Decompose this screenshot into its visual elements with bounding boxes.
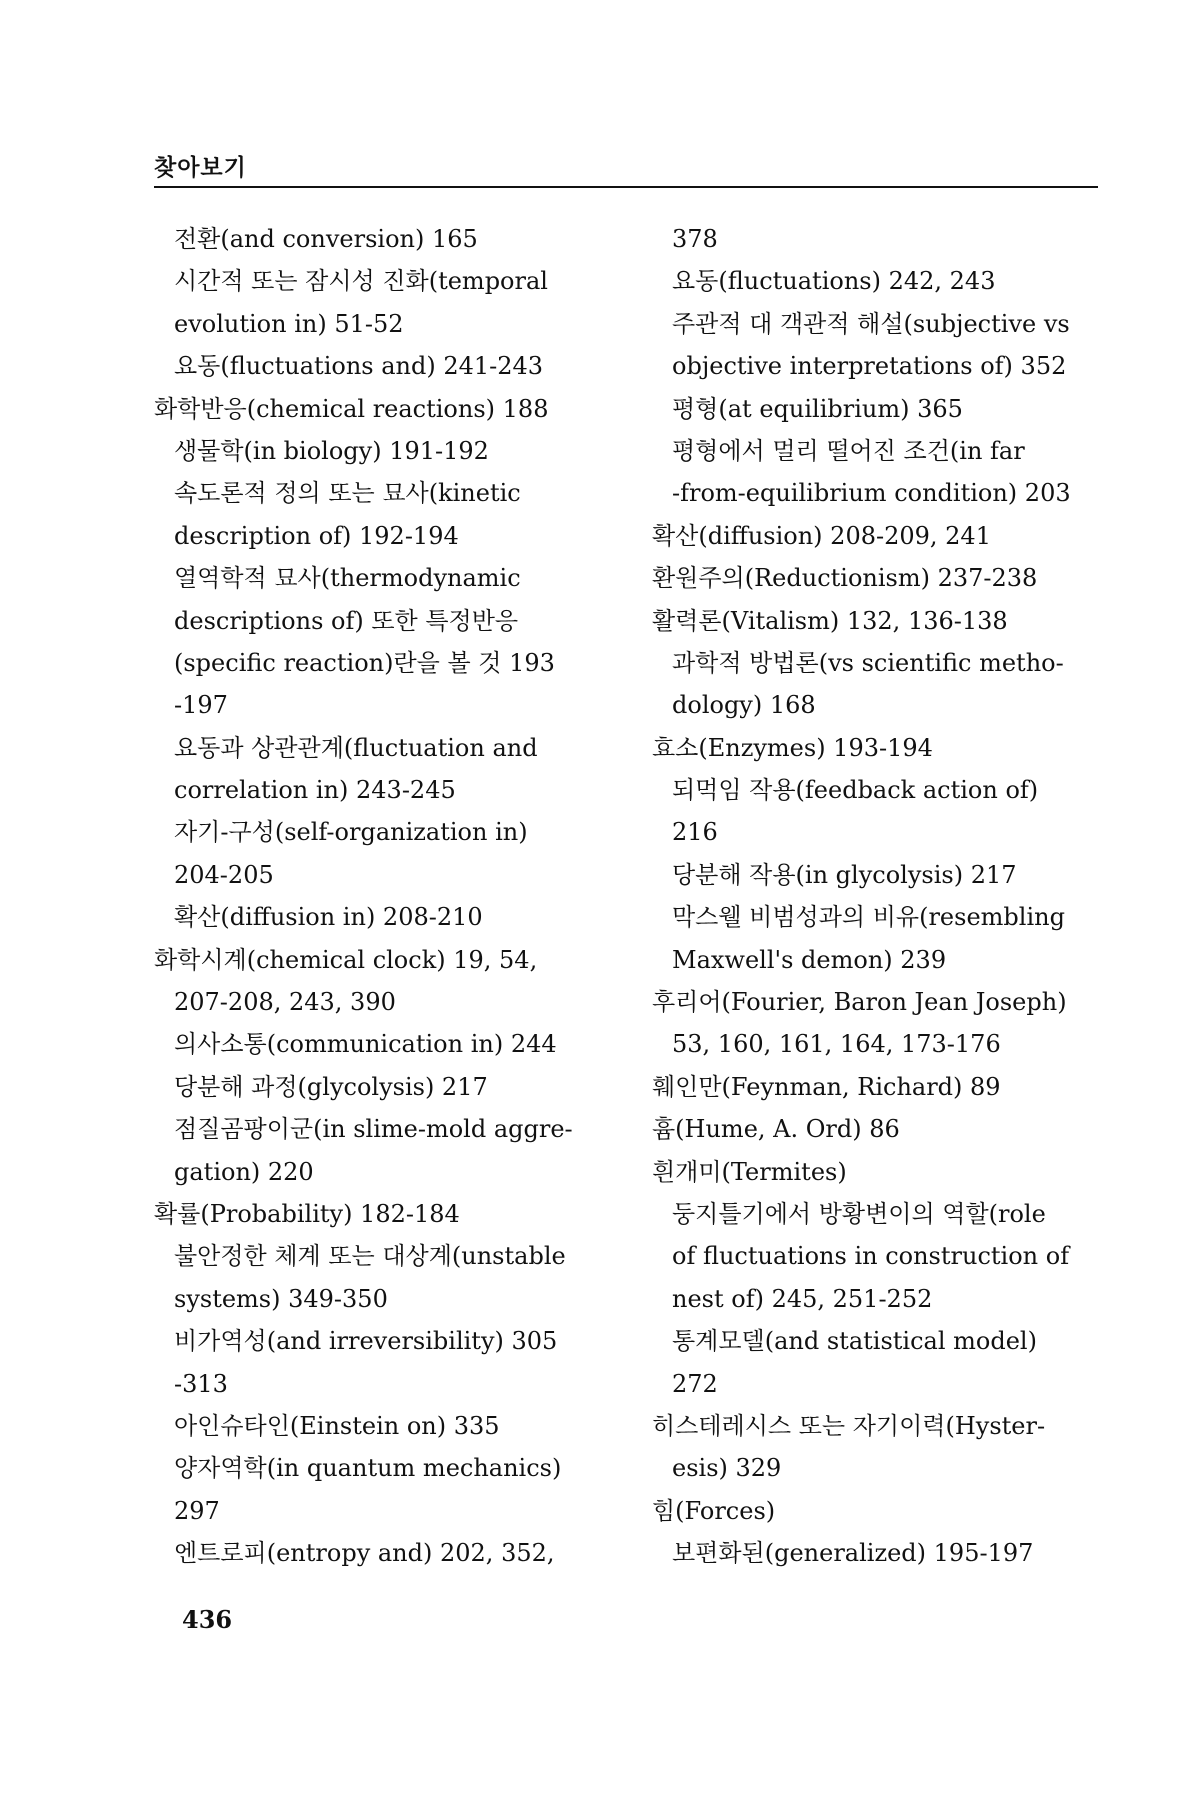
index-line: 엔트로피(entropy and) 202, 352,: [174, 1539, 555, 1568]
index-column-left: [154, 218, 602, 1575]
index-line: 보편화된(generalized) 195-197: [672, 1539, 1034, 1568]
index-line: 둥지틀기에서 방황변이의 역할(role: [672, 1199, 1046, 1228]
index-line: 272: [672, 1369, 718, 1398]
index-line: 요동(fluctuations) 242, 243: [672, 267, 996, 296]
index-line: 화학시계(chemical clock) 19, 54,: [154, 945, 538, 974]
index-line: -313: [174, 1369, 228, 1398]
index-line: 속도론적 정의 또는 묘사(kinetic: [174, 479, 521, 508]
index-line: 효소(Enzymes) 193-194: [652, 733, 933, 762]
index-line: 53, 160, 161, 164, 173-176: [672, 1030, 1001, 1059]
running-header: [154, 150, 1098, 188]
index-line: 열역학적 묘사(thermodynamic: [174, 564, 521, 593]
index-line: 204-205: [174, 860, 274, 889]
index-line: 점질곰팡이군(in slime-mold aggre-: [174, 1115, 573, 1144]
index-line: Maxwell's demon) 239: [672, 945, 947, 974]
index-line: 비가역성(and irreversibility) 305: [174, 1327, 558, 1356]
index-line: 시간적 또는 잠시성 진화(temporal: [174, 267, 548, 296]
index-line: 297: [174, 1496, 220, 1525]
index-line: 요동(fluctuations and) 241-243: [174, 352, 544, 381]
index-line: 히스테레시스 또는 자기이력(Hyster-: [652, 1411, 1046, 1440]
index-line: 훼인만(Feynman, Richard) 89: [652, 1072, 1001, 1101]
index-line: 확률(Probability) 182-184: [154, 1199, 460, 1228]
page-number: 436: [182, 1605, 233, 1634]
index-line: 후리어(Fourier, Baron Jean Joseph): [652, 988, 1067, 1017]
index-line: 의사소통(communication in) 244: [174, 1030, 557, 1059]
index-line: 흄(Hume, A. Ord) 86: [652, 1115, 900, 1144]
index-line: 활력론(Vitalism) 132, 136-138: [652, 606, 1008, 635]
index-line: 생물학(in biology) 191-192: [174, 436, 489, 465]
index-line: 평형(at equilibrium) 365: [672, 394, 963, 423]
index-line: 불안정한 체계 또는 대상계(unstable: [174, 1242, 566, 1271]
index-line: 당분해 작용(in glycolysis) 217: [672, 860, 1017, 889]
index-line: 힘(Forces): [652, 1496, 776, 1525]
index-line: 되먹임 작용(feedback action of): [672, 776, 1039, 805]
index-line: gation) 220: [174, 1157, 314, 1186]
index-line: correlation in) 243-245: [174, 776, 456, 805]
index-line: 통계모델(and statistical model): [672, 1327, 1037, 1356]
index-line: objective interpretations of) 352: [672, 352, 1067, 381]
index-line: 확산(diffusion) 208-209, 241: [652, 521, 991, 550]
index-line: 주관적 대 객관적 해설(subjective vs: [672, 309, 1070, 338]
index-line: 막스웰 비범성과의 비유(resembling: [672, 903, 1065, 932]
index-line: 아인슈타인(Einstein on) 335: [174, 1411, 500, 1440]
index-line: -from-equilibrium condition) 203: [672, 479, 1071, 508]
index-line: of fluctuations in construction of: [672, 1242, 1070, 1271]
index-line: 과학적 방법론(vs scientific metho-: [672, 648, 1064, 677]
index-line: 화학반응(chemical reactions) 188: [154, 394, 549, 423]
index-line: 흰개미(Termites): [652, 1157, 847, 1186]
header-title: 찾아보기: [154, 155, 247, 181]
index-line: (specific reaction)란을 볼 것 193: [174, 648, 555, 677]
index-line: 환원주의(Reductionism) 237-238: [652, 564, 1038, 593]
index-line: 당분해 과정(glycolysis) 217: [174, 1072, 488, 1101]
index-line: descriptions of) 또한 특정반응: [174, 606, 519, 635]
index-line: description of) 192-194: [174, 521, 459, 550]
index-line: -197: [174, 691, 228, 720]
index-line: esis) 329: [672, 1454, 782, 1483]
index-line: 확산(diffusion in) 208-210: [174, 903, 483, 932]
index-line: 전환(and conversion) 165: [174, 225, 478, 253]
index-line: 207-208, 243, 390: [174, 988, 396, 1017]
index-line: 평형에서 멀리 떨어진 조건(in far: [672, 436, 1025, 465]
index-line: 요동과 상관관계(fluctuation and: [174, 733, 538, 762]
index-column-right: [652, 218, 1102, 1575]
index-line: dology) 168: [672, 691, 816, 720]
index-line: 양자역학(in quantum mechanics): [174, 1454, 562, 1483]
index-line: 216: [672, 818, 718, 847]
index-line: nest of) 245, 251-252: [672, 1284, 933, 1313]
index-line: systems) 349-350: [174, 1284, 388, 1313]
index-line: 자기-구성(self-organization in): [174, 818, 528, 847]
index-line: 378: [672, 225, 718, 253]
index-line: evolution in) 51-52: [174, 309, 404, 338]
